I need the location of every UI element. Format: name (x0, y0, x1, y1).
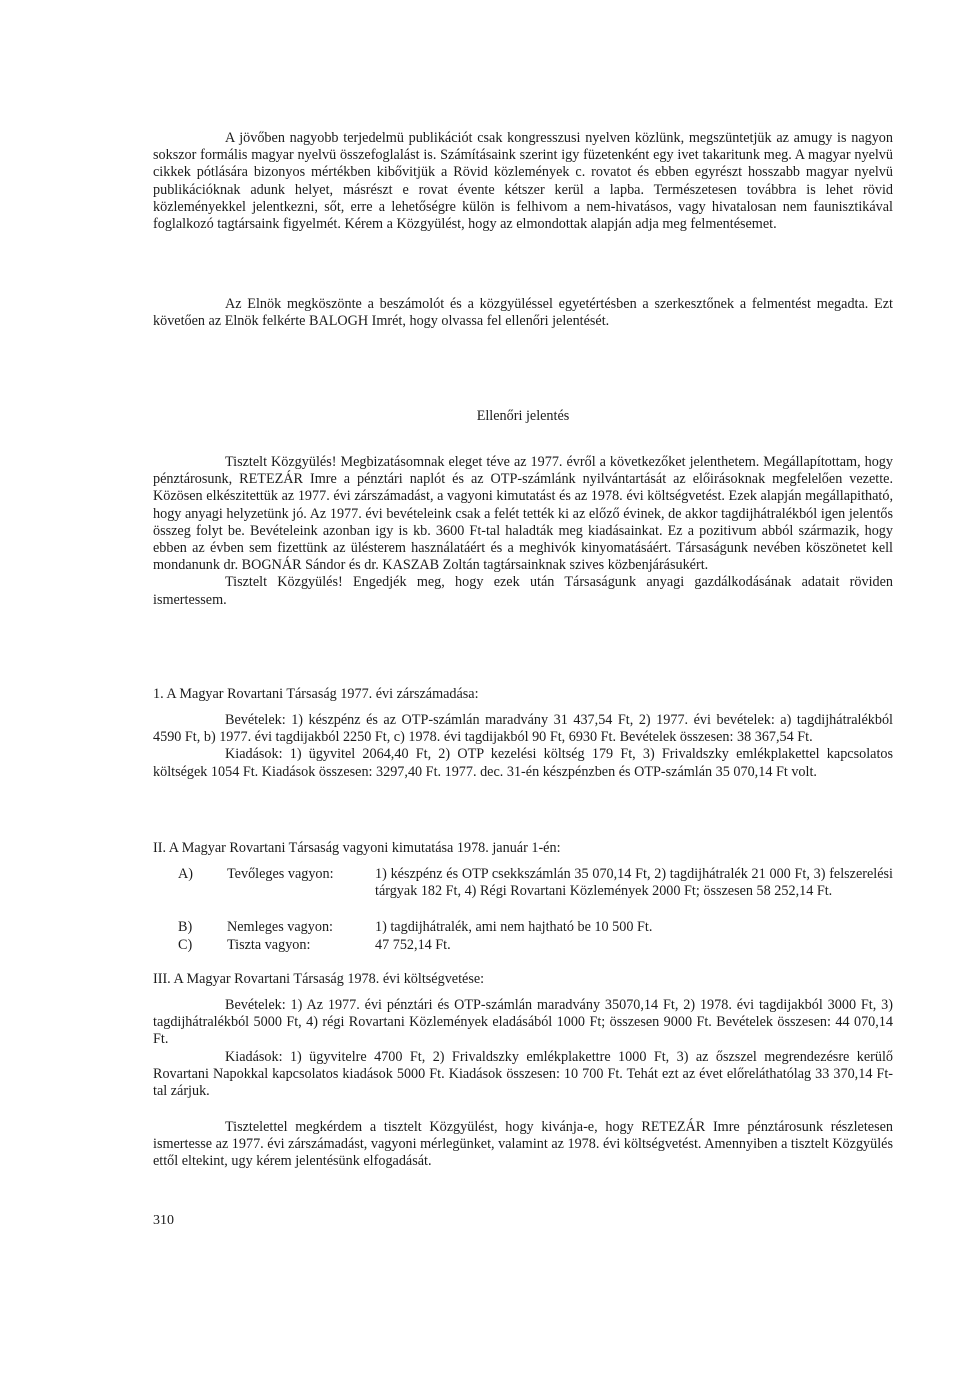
paragraph-text: Tisztelt Közgyülés! Megbizatásomnak eleget téve az 1977. évről a következőket jelenthetem. Megállapítottam, hogy pénztárosunk, RETEZÁR Imre a pénztári naplót és az OTP-számlánk nyilvántartását az előirásoknak megfelelően vezette. Közösen elkészitettük az 1977. évi zárszámadást, a vagyoni kimutatást és az 1978. évi költségvetést. Ezek alapján megállapitható, hogy anyagi helyzetünk jó. Az 1977. évi bevételeink csak a felét tették ki az előző évinek, de akkor tagdijhátralékból igen jelentős összeg folyt be. Bevételeink azonban igy is kb. 3600 Ft-tal haladták meg kiadásainkat. Ez a pozitivum abból származik, hogy ebben az évben sem fizettünk az ülésterem használatáért és a meghivók kinyomatásáért. Társaságunk nevében köszönetet kell mondanunk dr. BOGNÁR Sándor és dr. KASZAB Zoltán tagtársainknak szives közbenjárásukért. (153, 454, 893, 574)
asset-row-caption: Tiszta vagyon: (227, 937, 311, 953)
section-3-income: Bevételek: 1) Az 1977. évi pénztári és OTP-számlán maradvány 35070,14 Ft, 2) 1978. évi tagdijakból 3000 Ft, 3) tagdijhátralékból 5000 Ft, 4) régi Rovartani Közlemények eladásából 1000 Ft; összesen 9000 Ft. Bevételek összesen: 44 070,14 Ft. (153, 997, 893, 1048)
asset-row-label: B) (178, 919, 193, 935)
asset-row-value: 47 752,14 Ft. (375, 937, 451, 953)
asset-row-label: A) (178, 866, 193, 882)
report-title-text: Ellenőri jelentés (476, 408, 570, 424)
asset-row-a (0, 866, 962, 918)
asset-row-value: 1) készpénz és OTP csekkszámlán 35 070,14 Ft, 2) tagdijhátralék 21 000 Ft, 3) felszerelési tárgyak 182 Ft, 4) Régi Rovartani Közlemények 2000 Ft; összesen 58 252,14 Ft. (375, 866, 893, 900)
paragraph-president-thanks (153, 296, 893, 330)
section-3-body (153, 997, 893, 1100)
paragraph-closing (153, 1119, 893, 1171)
asset-row-label: C) (178, 937, 193, 953)
section-3-expenses: Kiadások: 1) ügyvitelre 4700 Ft, 2) Frivaldszky emlékplakettre 1000 Ft, 3) az őszszel megrendezésre kerülő Rovartani Napokkal kapcsolatos kiadások 5000 Ft. Kiadások összesen: 10 700 Ft. Tehát ezt az évet előreláthatólag 33 370,14 Ft-tal zárjuk. (153, 1048, 893, 1100)
paragraph-text: Tisztelettel megkérdem a tisztelt Közgyülést, hogy kivánja-e, hogy RETEZÁR Imre pénztárosunk részletesen ismertesse az 1977. évi zárszámadást, vagyoni mérlegünket, valamint az 1978. évi költségvetést. Amennyiben a tisztelt Közgyülés ettől eltekint, ugy kérem jelentésünk elfogadását. (153, 1119, 893, 1170)
section-1-income: Bevételek: 1) készpénz és az OTP-számlán maradvány 31 437,54 Ft, 2) 1977. évi bevételek: a) tagdijhátralékból 4590 Ft, b) 1977. évi tagdijakból 2250 Ft, c) 1978. évi tagdijakból 90 Ft, 6930 Ft. Bevételek összesen: 38 367,54 Ft. (153, 712, 893, 746)
paragraph-publication-policy (153, 130, 893, 233)
section-1-heading: 1. A Magyar Rovartani Társaság 1977. évi zárszámadása: (153, 686, 479, 702)
paragraph-text: Az Elnök megköszönte a beszámolót és a közgyüléssel egyetértésben a szerkesztőnek a felmentést megadta. Ezt követően az Elnök felkérte BALOGH Imrét, hogy olvassa fel ellenőri jelentését. (153, 296, 893, 330)
section-2-heading: II. A Magyar Rovartani Társaság vagyoni kimutatása 1978. január 1-én: (153, 840, 561, 856)
section-3-heading: III. A Magyar Rovartani Társaság 1978. évi költségvetése: (153, 971, 485, 987)
asset-row-value: 1) tagdijhátralék, ami nem hajtható be 10 500 Ft. (375, 919, 653, 935)
report-title (153, 408, 893, 425)
page-number: 310 (153, 1213, 174, 1228)
section-1-expenses: Kiadások: 1) ügyvitel 2064,40 Ft, 2) OTP kezelési költség 179 Ft, 3) Frivaldszky emlékplakettel kapcsolatos költségek 1054 Ft. Kiadások összesen: 3297,40 Ft. 1977. dec. 31-én készpénzben és OTP-számlán 35 070,14 Ft volt. (153, 746, 893, 780)
asset-row-caption: Nemleges vagyon: (227, 919, 333, 935)
paragraph-text: Tisztelt Közgyülés! Engedjék meg, hogy ezek után Társaságunk anyagi gazdálkodásának adatait röviden ismertessem. (153, 574, 893, 608)
asset-row-caption: Tevőleges vagyon: (227, 866, 334, 882)
paragraph-report-body (153, 454, 893, 609)
paragraph-text: A jövőben nagyobb terjedelmü publikációt csak kongresszusi nyelven közlünk, megszüntetjük az amugy is nagyon sokszor formális magyar nyelvü összefoglalást is. Számításaink szerint igy füzetenként egy ivet takaritunk meg. A magyar nyelvü cikkek pótlására bizonyos mértékben kibővitjük a Rövid közlemények c. rovatot és ebben egyrészt hosszabb magyar nyelvü publikációknak adunk helyet, másrészt e rovat évente kétszer kerül a lapba. Természetesen továbbra is lehet rövid közleményekkel jelentkezni, sőt, erre a lehetőségre külön is felhivom a nem-hivatásos, vagy hivatalosan nem faunisztikával foglalkozó tagtársaink figyelmét. Kérem a Közgyülést, hogy az elmondottak alapján adja meg felmentésemet. (153, 130, 893, 233)
section-1-body (153, 712, 893, 781)
